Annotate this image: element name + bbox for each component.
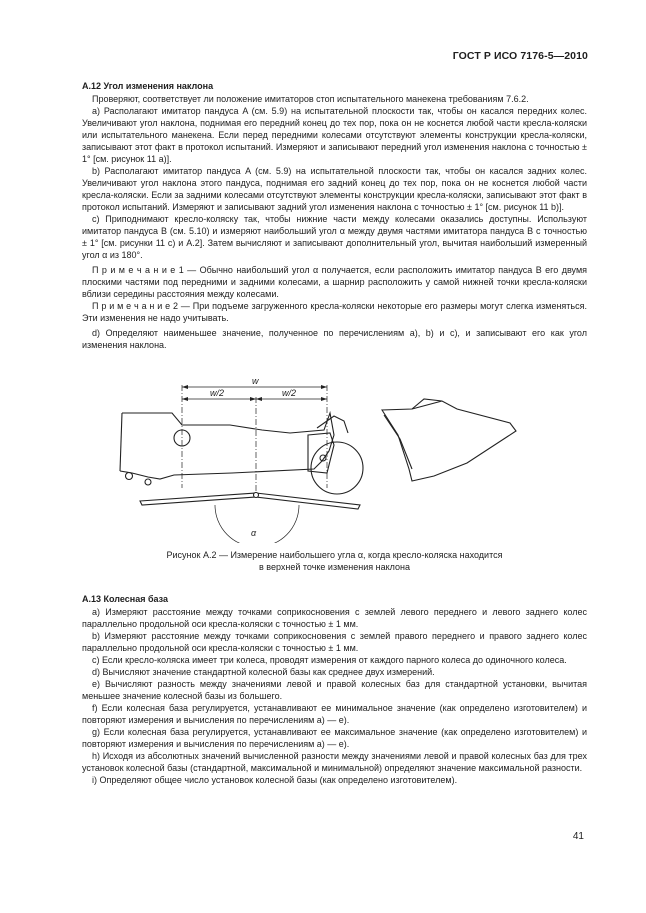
angle-alpha-arc [215,505,299,543]
section-a12-item-a: a) Располагают имитатор пандуса A (см. 5.9) на испытательной плоскости так, чтобы он касался передних колес. Увеличивают угол наклона, поднимая его передний конец до тех пор, пока он не коснется любой части кресла-коляски или испытательного манекена. Если перед передними колесами отсутствуют элементы конструкции кресла-коляски, записывают этот факт в протокол испытаний. Измеряют и записывают передний угол изменения наклона с точностью ± 1° [см. рисунок 11 а)]. [82,106,587,164]
shoe-sole [384,415,412,469]
large-rear-wheel [311,442,363,494]
label-w-half-left: w/2 [210,388,225,398]
section-a12-item-b: b) Располагают имитатор пандуса A (см. 5.9) на испытательной плоскости так, чтобы он касался задних колес. Увеличивают угол наклона этого пандуса, поднимая его задний конец до тех пор, пока он не коснется любой части кресла-коляски. Если за задними колесами отсутствуют элементы конструкции кресла-коляски, записывают этот факт в протокол испытаний. Измеряют и записывают задний угол изменения наклона с точностью ± 1° [см. рисунок 11 b)]. [82,166,587,212]
shoe-profile [382,399,516,481]
wheelchair-body-outline [120,413,334,479]
label-w: w [252,376,259,386]
section-a12 [82,80,587,351]
document-standard-header: ГОСТ Р ИСО 7176-5—2010 [452,50,588,62]
ramp-simulator-right-plate [256,493,360,509]
page-number: 41 [572,831,584,842]
section-a13-item-h: h) Исходя из абсолютных значений вычисленной разности между значениями левой и правой колесных баз для трех установок колесной базы (стандартной, максимальной и минимальной) определяют значение максимальной разности. [82,751,587,773]
section-a13-item-c: c) Если кресло-коляска имеет три колеса, проводят измерения от каждого парного колеса до одиночного колеса. [92,655,567,665]
section-a13-item-f: f) Если колесная база регулируется, устанавливают ее минимальное значение (как определено изготовителем) и повторяют измерения и вычисления по перечислениям a) — e). [82,703,587,725]
section-a13-item-d: d) Вычисляют значение стандартной колесной базы как среднее двух измерений. [92,667,435,677]
dimension-w-half-arrow-right [321,397,327,401]
section-a13-item-a: a) Измеряют расстояние между точками соприкосновения с землей левого переднего и левого заднего колес параллельно продольной оси кресла-коляски с точностью ± 1 мм. [82,607,587,629]
figure-caption-line-1: Рисунок А.2 — Измерение наибольшего угла α, когда кресло-коляска находится [166,550,503,560]
dimension-w-half-arrow-center-right [256,397,262,401]
section-a13-item-g: g) Если колесная база регулируется, устанавливают ее максимальное значение (как определено изготовителем) и повторяют измерения и вычисления по перечислениям a) — e). [82,727,587,749]
section-a12-item-c: c) Приподнимают кресло-коляску так, чтобы нижние части между колесами оказались доступны. Используют имитатор пандуса B (см. 5.10) и измеряют наибольший угол α между двумя частями имитатора пандуса B с точностью ± 1° [см. рисунки 11 с) и А.2]. Затем вычисляют и записывают дополнительный угол, вычитая наибольший измеренный угол α из 180°. [82,214,587,260]
dimension-w-half-arrow-left [182,397,188,401]
figure-caption-line-2: в верхней точке изменения наклона [259,562,410,572]
section-a13-item-b: b) Измеряют расстояние между точками соприкосновения с землей правого переднего и правого заднего колес параллельно продольной оси кресла-коляски с точностью ± 1 мм. [82,631,587,653]
wheel-support-bracket [308,433,334,473]
dimension-w-arrow-right [321,385,327,389]
section-a12-intro: Проверяют, соответствует ли положение имитаторов стоп испытательного манекена требованиям 7.6.2. [92,94,529,104]
section-a13-title: А.13 Колесная база [82,594,168,604]
figure-a2-wheelchair-ramp-diagram [112,373,528,543]
lower-left-wheel [126,473,133,480]
section-a13-item-e: e) Вычисляют разность между значениями левой и правой колесных баз для стандартной установки, вычитая меньшее значение колесной базы из большего. [82,679,587,701]
section-a12-item-d: d) Определяют наименьшее значение, полученное по перечислениям a), b) и c), и записывают его как угол изменения наклона. [82,328,587,350]
wheelchair-ramp-drawing [112,373,528,543]
label-w-half-right: w/2 [282,388,297,398]
section-a13 [82,593,587,786]
section-a12-note-1: П р и м е ч а н и е 1 — Обычно наибольший угол α получается, если расположить имитатор пандуса B его двумя плоскими частями под передними и задними колесами, а шарнир расположить у самой нижней точки кресла-коляски вблизи середины расстояния между колесами. [82,265,587,299]
section-a13-item-i: i) Определяют общее число установок колесной базы (как определено изготовителем). [92,775,458,785]
wheelchair-body-edge [120,413,122,471]
ramp-simulator-left-plate [140,493,256,505]
section-a12-title: А.12 Угол изменения наклона [82,81,214,91]
label-alpha: α [251,528,257,538]
figure-a2-caption [82,549,587,573]
section-a12-note-2: П р и м е ч а н и е 2 — При подъеме загруженного кресла-коляски некоторые его размеры могут слегка изменяться. Эти изменения не надо учитывать. [82,301,587,323]
lower-middle-wheel [145,479,151,485]
ramp-hinge [254,493,259,498]
dimension-w-arrow-left [182,385,188,389]
dimension-w-half-arrow-center-left [250,397,256,401]
